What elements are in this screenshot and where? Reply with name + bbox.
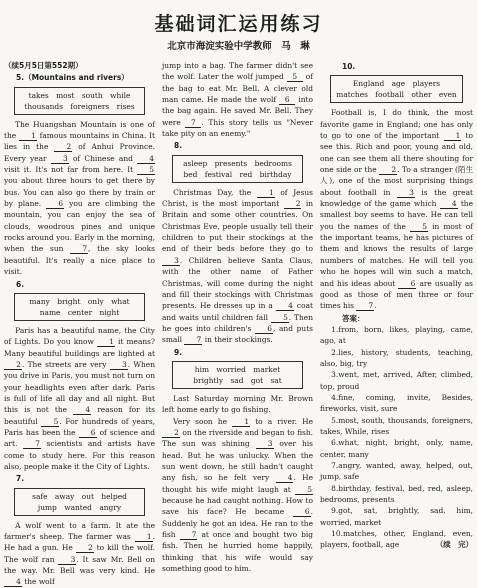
answer-item: 5.most, south, thousands, foreigners, takes, While, rises <box>320 415 473 436</box>
blank-number: 5 <box>137 165 155 175</box>
blank-number: 3 <box>256 439 274 449</box>
blank-number: 6 <box>293 507 311 517</box>
page-title: 基础词汇运用练习 <box>154 13 323 35</box>
answer-item <box>320 528 473 551</box>
word-option: safe <box>32 491 48 501</box>
blank-number: 6 <box>79 428 97 438</box>
word-box-9 <box>172 361 303 389</box>
answers-heading: 答案： <box>342 313 365 323</box>
word-option: market <box>253 364 281 374</box>
blank-number: 4 <box>73 405 91 415</box>
word-option: football <box>375 90 404 100</box>
word-option: center <box>67 307 93 317</box>
blank-number: 4 <box>276 473 294 483</box>
blank-number: 3 <box>58 555 76 565</box>
word-option: him <box>194 364 210 374</box>
blank-number: 2 <box>379 165 397 175</box>
answer-item: 6.what, night, bright, only, name, center, many <box>320 438 473 459</box>
blank-number: 4 <box>440 199 458 209</box>
word-option: most <box>56 90 75 100</box>
passage-9-intro: Last Saturday morning Mr. Brown left home early to go fishing. <box>162 393 313 415</box>
blank-number: 7 <box>180 530 198 540</box>
answer-item: 7.angry, wanted, away, helped, out, jump, safe <box>320 461 473 482</box>
blank-number: 7 <box>185 118 201 128</box>
word-option: presents <box>214 158 248 168</box>
word-option: bed <box>183 169 198 179</box>
word-option: jump <box>37 502 57 512</box>
blank-number: 1 <box>97 337 115 347</box>
answer-item: 4.fine, coming, invite, Besides, fireworks, visit, sure <box>320 392 473 414</box>
word-option: out <box>81 491 94 501</box>
word-option: thousands <box>24 101 64 111</box>
answer-item-text: 10.matches, other, England, even, players, football, age <box>320 529 473 550</box>
word-option: other <box>411 90 432 100</box>
blank-number: 4 <box>276 301 294 311</box>
passage-8: Christmas Day, the 1 of Jesus Christ, is the most important 2 in Britain and some other countries. On Christmas Eve, people usually tell their children to put their stockings at the end of their beds before they go to 3. Children believe Santa Claus, with the other name of Father Christmas, will come during the night and fill their stockings with Christmas presents. He dresses up in a 4 coat and waits until children fall 5. Then he goes into children's 6, and puts small 7 in their stockings. <box>162 187 314 345</box>
word-option: even <box>438 90 457 100</box>
section-6-title: 6. <box>16 279 25 289</box>
word-option: brightly <box>193 375 224 385</box>
passage-5: The Huangshan Mountain is one of the 1 famous mountains in China. It lies in the 2 of Anhui Province. Every year 3 of Chinese and 4 visit it. It's not far from here. It 5 you about three hours to get there by bus. You can also go there by train or by plane. 6 you are climbing the mountain, you can enjoy the sea of clouds, woodrous pines and unique rocks around you. Early in the morning, when the sun 7, the sky looks beautiful. It's really a nice place to visit. <box>4 119 155 277</box>
blank-number: 6 <box>255 324 273 334</box>
blank-number: 1 <box>257 188 275 198</box>
section-8-title: 8. <box>174 141 183 151</box>
word-option: south <box>81 90 103 100</box>
word-option: helped <box>101 491 127 501</box>
blank-number: 1 <box>19 131 37 141</box>
blank-number: 6 <box>398 279 416 289</box>
word-option: players <box>412 79 441 89</box>
passage-10: Football is, I do think, the most favorite game in England; one has only to go to one of the important 1 to see this. Rich and poor, young and old, one can see them all there shouting for one side or the 2. To a stranger (陌生人), one of the most surprising things about football in 3 is the great knowledge of the game which 4 the smallest boy seems to have. He can tell you the names of the 5 in most of the important teams, he has pictures of them and knows the results of large numbers of matches. He will tell you who he hopes will win such a match, and his ideas about 6 are usually as good as those of men three or four times his 7. <box>320 108 474 311</box>
blank-number: 6 <box>279 95 295 105</box>
blank-number: 7 <box>184 335 202 345</box>
blank-number: 3 <box>397 188 415 198</box>
blank-number: 4 <box>4 577 22 587</box>
blank-number: 5 <box>41 417 59 427</box>
word-box-10 <box>330 75 463 103</box>
answer-item: 9.got, sat, brightly, sad, him, worried, market <box>320 506 473 527</box>
blank-number: 2 <box>284 199 302 209</box>
answer-item: 8.birthday, festival, bed, red, asleep, bedrooms, presents <box>320 483 473 505</box>
blank-number: 2 <box>4 360 22 370</box>
section-10-title: 10. <box>342 62 356 71</box>
word-option: name <box>39 307 61 317</box>
answer-item: 1.from, born, likes, playing, came, ago, at <box>320 324 473 346</box>
passage-7-continued: jump into a bag. The farmer didn't see the wolf. Later the wolf jumped 5 of the bag to eat Mr. Bell. A clever old man came. He made the wolf 6 into the bag again. He saved Mr. Bell. They were 7 . This story tells us "Never take pity on an enemy." <box>162 61 314 139</box>
word-option: worried <box>216 364 246 374</box>
word-option: angry <box>99 502 122 512</box>
blank-number: 3 <box>162 256 180 266</box>
continued-marker: （续 完） <box>435 540 473 550</box>
column-2 <box>162 60 313 574</box>
word-option: festival <box>204 169 233 179</box>
word-option: many <box>29 296 50 306</box>
word-option: what <box>111 296 130 306</box>
word-option: got <box>250 375 264 385</box>
blank-number: 6 <box>46 199 64 209</box>
word-box-6 <box>14 293 145 321</box>
section-7-title: 7. <box>16 474 25 484</box>
blank-number: 7 <box>70 244 88 254</box>
blank-number: 7 <box>356 301 374 311</box>
word-option: away <box>54 491 75 501</box>
word-box-8 <box>172 155 303 183</box>
column-1 <box>4 60 155 588</box>
blank-number: 5 <box>295 485 313 495</box>
word-option: age <box>391 79 406 89</box>
blank-number: 5 <box>410 222 428 232</box>
passage-9: Very soon he 1 to a river. He 2 on the riverside and began to fish. The sun was shining 3 over his head. But he was unlucky. When the sun went down, he still hadn't caught any fish, so he felt very 4. He thought his wife might laugh at 5 because he had caught nothing. How to save his face? He became 6. Suddenly he got an idea. He ran to the fish 7 at once and bought two big fish. Then he hurried home happily, thinking that his wife would say something good to him. <box>162 416 314 574</box>
word-option: night <box>99 307 120 317</box>
word-option: England <box>352 79 385 89</box>
word-box-5 <box>14 87 145 115</box>
blank-number: 1 <box>444 131 462 141</box>
blank-number: 1 <box>232 417 250 427</box>
word-option: matches <box>336 90 368 100</box>
blank-number: 5 <box>287 72 303 82</box>
column-3 <box>320 60 473 551</box>
blank-number: 4 <box>137 154 155 164</box>
passage-7: A wolf went to a farm. It ate the farmer's sheep. The farmer was 1. He had a gun. He 2 to kill the wolf. The wolf ran 3. It saw Mr. Bell on the way. Mr. Bell was very kind. He 4 the wolf <box>4 520 155 587</box>
word-option: asleep <box>183 158 208 168</box>
answer-list <box>320 324 473 551</box>
blank-number: 3 <box>51 154 69 164</box>
blank-number: 7 <box>23 439 41 449</box>
word-option: birthday <box>259 169 292 179</box>
word-option: foreigners <box>70 101 110 111</box>
word-option: bright <box>57 296 81 306</box>
answer-item: 3.went, met, arrived, After, climbed, top, proud <box>320 370 473 391</box>
author-byline: 北京市海淀实验中学教师 马 琳 <box>167 41 310 52</box>
answer-item: 2.lies, history, students, teaching, also, big, try <box>320 347 473 368</box>
word-option: rises <box>116 101 135 111</box>
word-option: takes <box>28 90 49 100</box>
word-box-7 <box>14 488 145 516</box>
blank-number: 2 <box>76 543 94 553</box>
word-option: wanted <box>64 502 92 512</box>
word-option: sad <box>230 375 244 385</box>
section-9-title: 9. <box>174 347 183 357</box>
word-option: red <box>239 169 253 179</box>
blank-number: 5 <box>271 313 289 323</box>
continuation-marker: （续5月5日第552期） <box>4 61 83 70</box>
blank-number: 3 <box>110 360 128 370</box>
word-option: while <box>110 90 131 100</box>
blank-number: 2 <box>162 428 180 438</box>
word-option: only <box>87 296 104 306</box>
passage-6: Paris has a beautiful name, the City of Lights. Do you know 1 it means? Many beautiful buildings are lighted at 2. The streets are very 3. When you drive in Paris, you must not turn on your headlights even after dark. Paris is full of life all day and all night. But this is not the 4 reason for its beautiful 5. For hundreds of years, Paris has been the 6 of science and art. 7 scientists and artists have come to study here. For this reason also, people make it the City of Lights. <box>4 325 156 471</box>
word-option: sat <box>270 375 282 385</box>
blank-number: 1 <box>135 532 153 542</box>
section-5-title: 5.（Mountains and rivers） <box>16 73 129 83</box>
word-option: bedrooms <box>254 158 292 168</box>
blank-number: 2 <box>54 142 72 152</box>
